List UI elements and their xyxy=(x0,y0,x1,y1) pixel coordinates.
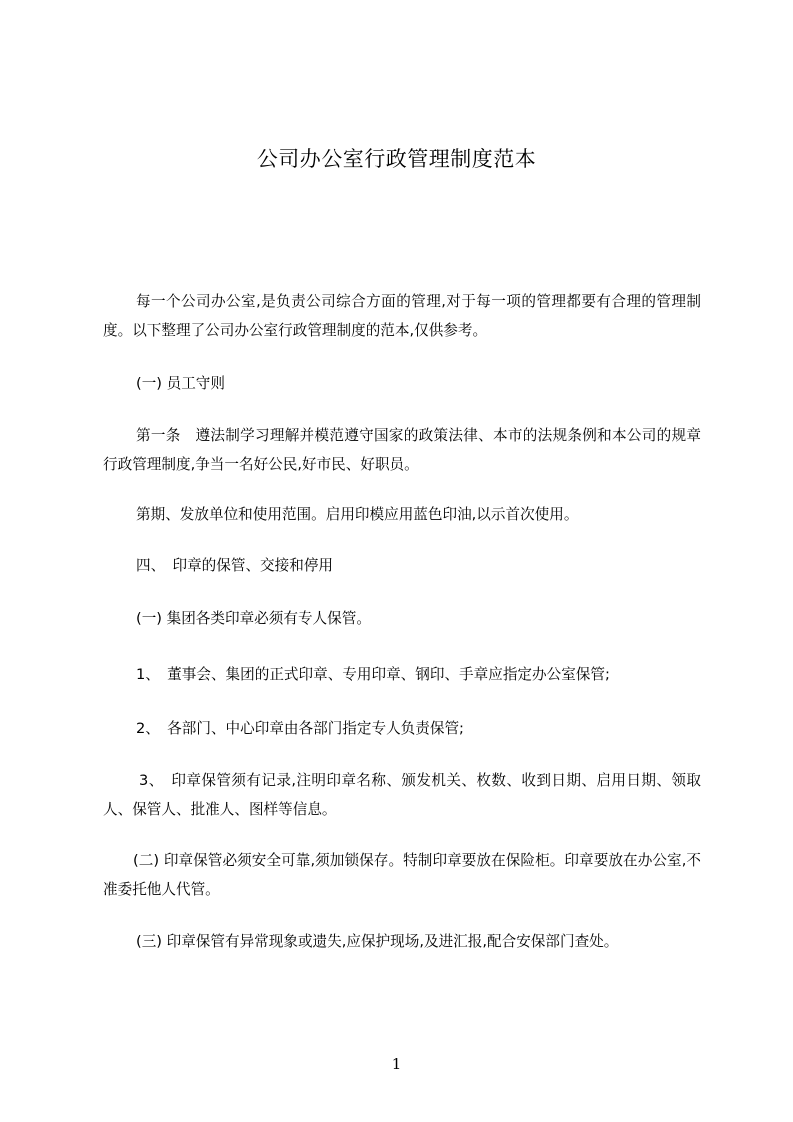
document-title: 公司办公室行政管理制度范本 xyxy=(256,147,537,171)
intro-paragraph: 每一个公司办公室,是负责公司综合方面的管理,对于每一项的管理都要有合理的管理制度。以下整理了公司办公室行政管理制度的范本,仅供参考。 xyxy=(103,293,701,339)
item-b-paragraph: (二) 印章保管必须安全可靠,须加锁保存。特制印章要放在保险柜。印章要放在办公室,不准委托他人代管。 xyxy=(103,852,701,898)
article-1-paragraph: 第一条 遵法制学习理解并模范遵守国家的政策法律、本市的法规条例和本公司的规章行政管理制度,争当一名好公民,好市民、好职员。 xyxy=(103,427,701,473)
item-3-paragraph: 3、 印章保管须有记录,注明印章名称、颁发机关、枚数、收到日期、启用日期、领取人、保管人、批准人、图样等信息。 xyxy=(103,772,701,818)
page-number: 1 xyxy=(391,1055,402,1073)
issuance-paragraph: 第期、发放单位和使用范围。启用印模应用蓝色印油,以示首次使用。 xyxy=(136,506,579,523)
item-a: (一) 集团各类印章必须有专人保管。 xyxy=(136,610,371,627)
item-1: 1、 董事会、集团的正式印章、专用印章、钢印、手章应指定办公室保管; xyxy=(136,666,610,683)
item-2: 2、 各部门、中心印章由各部门指定专人负责保管; xyxy=(136,720,464,737)
item-c: (三) 印章保管有异常现象或遗失,应保护现场,及进汇报,配合安保部门查处。 xyxy=(136,933,619,950)
part-four-heading: 四、 印章的保管、交接和停用 xyxy=(136,557,334,574)
section-heading: (一) 员工守则 xyxy=(136,375,225,392)
